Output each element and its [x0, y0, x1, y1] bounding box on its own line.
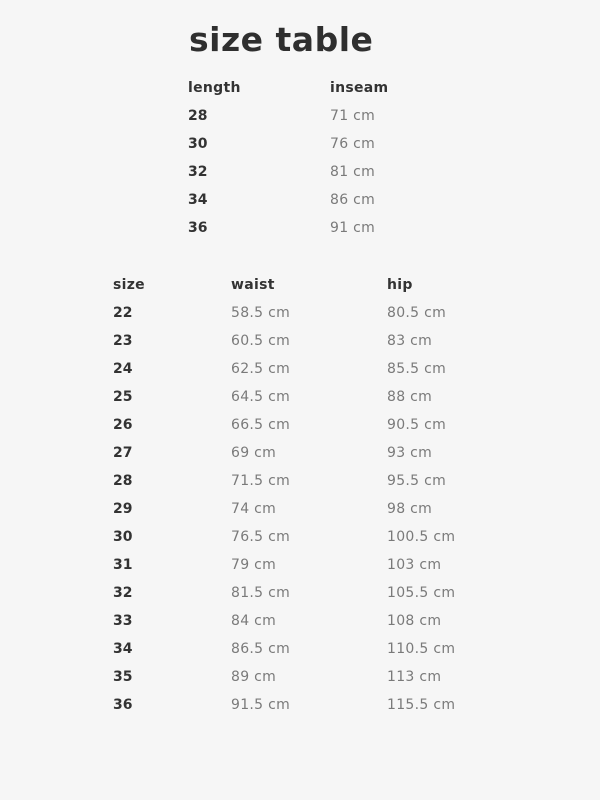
- table-row: [113, 383, 507, 411]
- table-row: [113, 467, 507, 495]
- size-cell: 35: [113, 669, 133, 685]
- waist-cell: 64.5 cm: [231, 389, 291, 405]
- table-row: [113, 691, 507, 719]
- waist-cell: 84 cm: [231, 613, 277, 629]
- table-row: [113, 355, 507, 383]
- table-row: [113, 551, 507, 579]
- size-cell: 23: [113, 333, 133, 349]
- length-cell: 32: [188, 164, 208, 180]
- size-waist-hip-table: [113, 271, 507, 719]
- waist-cell: 74 cm: [231, 501, 277, 517]
- column-header-waist: waist: [231, 277, 275, 293]
- table-row: [188, 158, 450, 186]
- table-row: [113, 299, 507, 327]
- waist-cell: 69 cm: [231, 445, 277, 461]
- table-row: [113, 523, 507, 551]
- column-header-size: size: [113, 277, 145, 293]
- size-cell: 34: [113, 641, 133, 657]
- hip-cell: 115.5 cm: [387, 697, 456, 713]
- hip-cell: 108 cm: [387, 613, 442, 629]
- waist-cell: 91.5 cm: [231, 697, 291, 713]
- size-cell: 26: [113, 417, 133, 433]
- size-cell: 28: [113, 473, 133, 489]
- waist-cell: 66.5 cm: [231, 417, 291, 433]
- size-table-body: [113, 299, 507, 719]
- table-row: [113, 495, 507, 523]
- page-title: size table: [189, 20, 374, 59]
- hip-cell: 80.5 cm: [387, 305, 447, 321]
- waist-cell: 58.5 cm: [231, 305, 291, 321]
- waist-cell: 62.5 cm: [231, 361, 291, 377]
- hip-cell: 105.5 cm: [387, 585, 456, 601]
- hip-cell: 90.5 cm: [387, 417, 447, 433]
- waist-cell: 79 cm: [231, 557, 277, 573]
- length-table-body: [188, 102, 450, 242]
- hip-cell: 113 cm: [387, 669, 442, 685]
- size-cell: 24: [113, 361, 133, 377]
- length-inseam-table: [188, 74, 450, 242]
- table-row: [188, 186, 450, 214]
- length-cell: 36: [188, 220, 208, 236]
- hip-cell: 83 cm: [387, 333, 433, 349]
- hip-cell: 93 cm: [387, 445, 433, 461]
- inseam-cell: 76 cm: [330, 136, 376, 152]
- hip-cell: 98 cm: [387, 501, 433, 517]
- hip-cell: 103 cm: [387, 557, 442, 573]
- waist-cell: 71.5 cm: [231, 473, 291, 489]
- column-header-length: length: [188, 80, 241, 96]
- table-row: [113, 607, 507, 635]
- table-header-row: [113, 271, 507, 299]
- size-cell: 31: [113, 557, 133, 573]
- table-row: [113, 579, 507, 607]
- table-row: [188, 102, 450, 130]
- hip-cell: 100.5 cm: [387, 529, 456, 545]
- size-cell: 25: [113, 389, 133, 405]
- size-cell: 27: [113, 445, 133, 461]
- table-row: [113, 411, 507, 439]
- table-row: [113, 663, 507, 691]
- table-row: [113, 327, 507, 355]
- inseam-cell: 71 cm: [330, 108, 376, 124]
- size-cell: 36: [113, 697, 133, 713]
- table-header-row: [188, 74, 450, 102]
- hip-cell: 95.5 cm: [387, 473, 447, 489]
- inseam-cell: 81 cm: [330, 164, 376, 180]
- size-cell: 30: [113, 529, 133, 545]
- length-cell: 28: [188, 108, 208, 124]
- hip-cell: 88 cm: [387, 389, 433, 405]
- table-row: [113, 635, 507, 663]
- table-row: [188, 130, 450, 158]
- inseam-cell: 91 cm: [330, 220, 376, 236]
- inseam-cell: 86 cm: [330, 192, 376, 208]
- table-row: [188, 214, 450, 242]
- waist-cell: 76.5 cm: [231, 529, 291, 545]
- hip-cell: 85.5 cm: [387, 361, 447, 377]
- column-header-inseam: inseam: [330, 80, 389, 96]
- length-cell: 30: [188, 136, 208, 152]
- size-cell: 33: [113, 613, 133, 629]
- waist-cell: 81.5 cm: [231, 585, 291, 601]
- size-cell: 32: [113, 585, 133, 601]
- size-cell: 22: [113, 305, 133, 321]
- hip-cell: 110.5 cm: [387, 641, 456, 657]
- waist-cell: 60.5 cm: [231, 333, 291, 349]
- waist-cell: 89 cm: [231, 669, 277, 685]
- table-row: [113, 439, 507, 467]
- length-cell: 34: [188, 192, 208, 208]
- column-header-hip: hip: [387, 277, 413, 293]
- size-cell: 29: [113, 501, 133, 517]
- waist-cell: 86.5 cm: [231, 641, 291, 657]
